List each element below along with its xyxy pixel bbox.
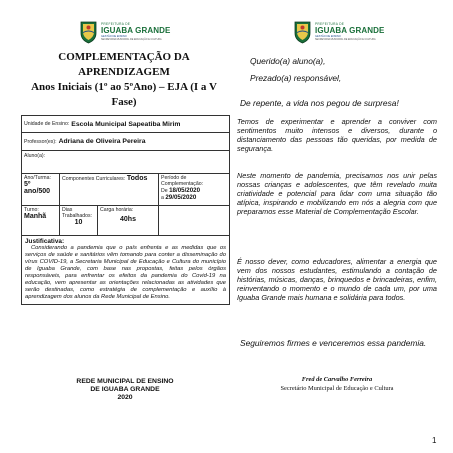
signature-name: Fred de Carvalho Ferreira — [301, 376, 373, 383]
logo-prefix: PREFEITURA DE — [315, 21, 345, 26]
logo-name: IGUABA GRANDE — [101, 26, 171, 36]
logo-left — [79, 17, 170, 47]
logo-sub2: SECRETARIA MUNICIPAL DE EDUCAÇÃO E CULTURA — [315, 37, 376, 41]
comp-label: Componentes Curriculares: — [62, 176, 126, 182]
letter-closing: Seguiremos firmes e venceremos essa pandemia. — [240, 338, 427, 348]
form-row-ano — [22, 174, 229, 206]
justificativa-title: Justificativa: — [25, 238, 65, 245]
rede-line-2: DE IGUABA GRANDE — [90, 386, 160, 393]
turno-label: Turno: — [24, 207, 39, 213]
unidade-label: Unidade de Ensino: — [24, 121, 70, 127]
document-title: COMPLEMENTAÇÃO DA APRENDIZAGEM — [58, 51, 190, 78]
letter-opening: De repente, a vida nos pegou de surpresa! — [240, 98, 399, 108]
ano-label: Ano/Turma: — [24, 175, 51, 181]
form-row-aluno — [22, 151, 229, 174]
periodo-inicio[interactable]: 18/05/2020 — [169, 187, 201, 194]
periodo-de: De — [161, 188, 168, 194]
document-subtitle: Anos Iniciais (1º ao 5ºAno) – EJA (I a V Fase) — [31, 81, 217, 108]
city-seal-icon — [79, 20, 98, 44]
justificativa-box — [22, 236, 229, 304]
city-seal-icon — [293, 20, 312, 44]
rede-line-3: 2020 — [117, 394, 133, 401]
dias-value[interactable]: 10 — [74, 219, 83, 226]
greeting-guardian: Prezado(a) responsável, — [250, 73, 342, 83]
aluno-label: Aluno(a): — [24, 153, 46, 159]
form-row-turno — [22, 206, 229, 236]
letter-paragraph-3: É nosso dever, como educadores, alimentar a energia que vem dos nossos estudantes, estimulando a contação de histórias, músicas, danças, brinquedos e brincadeiras, enfim, reinventando o momento e o mundo de cada um, por uma Iguaba Grande mais humana e solidária para todos. — [237, 257, 437, 303]
dias-label: Dias Trabalhados: — [62, 207, 93, 219]
periodo-fim[interactable]: 29/05/2020 — [165, 194, 197, 201]
logo-name: IGUABA GRANDE — [315, 26, 385, 36]
letter-paragraph-2: Neste momento de pandemia, precisamos nos unir pelas nossas crianças e adolescentes, que têm revelado muita criatividade e potencial para lidar com uma situação tão atípica, inspirando e mobilizando em nós a alegria com que preparamos esse Material de Complementação Escolar. — [237, 171, 437, 217]
form-row-unidade — [22, 116, 229, 133]
logo-sub2: SECRETARIA MUNICIPAL DE EDUCAÇÃO E CULTURA — [101, 37, 162, 41]
form-row-professor — [22, 133, 229, 151]
greeting-student: Querido(a) aluno(a), — [250, 56, 326, 66]
unidade-value[interactable]: Escola Municipal Sapeatiba Mirim — [71, 120, 181, 128]
justificativa-text: Considerando a pandemia que o país enfrenta e as medidas que os serviços de saúde e sanitários vêm tomando para conter a disseminação do vírus COVID-19, a Secretaria Municipal de Educação e Cultura do município de Iguaba Grande, com base nas propostas, feitas pelos órgãos responsáveis, para enfrentar os efeitos da pandemia do Covid-19 na educação, vem apresentar as orientações relacionadas as atividades que serão destinadas, como estratégia de complementação e auxílio à aprendizagem dos alunos da Rede Municipal de Ensino. — [25, 245, 226, 300]
student-info-form — [21, 115, 230, 305]
carga-label: Carga horária: — [100, 207, 134, 213]
comp-value[interactable]: Todos — [126, 175, 148, 182]
signature-role: Secretário Municipal de Educação e Cultura — [280, 385, 394, 392]
turno-value[interactable]: Manhã — [24, 213, 47, 220]
rede-municipal-footer — [20, 378, 230, 402]
logo-sub1: GESTÃO DE ENSINO — [315, 35, 341, 39]
periodo-a: a — [161, 195, 164, 201]
ano-value[interactable]: 5º ano/500 — [24, 181, 51, 195]
logo-sub1: GESTÃO DE ENSINO — [101, 35, 127, 39]
aluno-field[interactable] — [22, 151, 229, 173]
page-number: 1 — [432, 436, 437, 445]
professor-value[interactable]: Adriana de Oliveira Pereira — [58, 138, 146, 145]
professor-label: Professor(es): — [24, 138, 57, 145]
logo-right — [293, 17, 384, 47]
rede-line-1: REDE MUNICIPAL DE ENSINO — [76, 378, 174, 385]
carga-value[interactable]: 40hs — [120, 216, 136, 223]
periodo-label: Período de Complementação: — [161, 175, 204, 187]
letter-paragraph-1: Temos de experimentar e aprender a conviver com sentimentos muito intensos e diversos, durante o distanciamento das pessoas tão queridas, por medida de segurança. — [237, 117, 437, 154]
logo-prefix: PREFEITURA DE — [101, 21, 131, 26]
